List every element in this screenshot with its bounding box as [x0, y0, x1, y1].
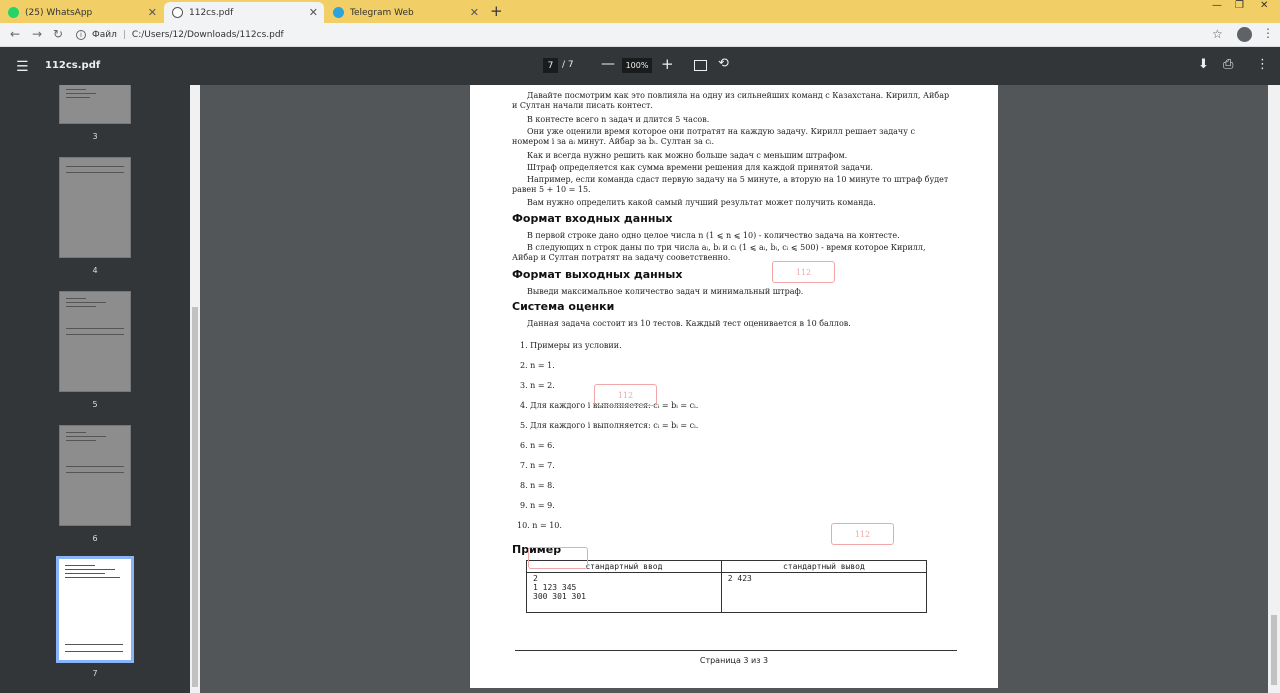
omnibox[interactable]	[76, 25, 1226, 45]
intro-paragraph: Как и всегда нужно решить как можно больше задач с меньшим штрафом.	[527, 151, 848, 160]
page-thumbnail[interactable]	[59, 157, 131, 258]
fit-page-icon[interactable]	[694, 60, 707, 71]
output-format-heading: Формат выходных данных	[512, 268, 683, 281]
example-input-line: 2	[533, 574, 538, 583]
intro-paragraph: Они уже оценили время которое они потратят на каждую задачу. Кирилл решает задачу с номером i за aᵢ минут. Айбар за bᵢ. Султан за cᵢ.	[512, 127, 915, 146]
example-input-line: 300 301 301	[533, 592, 586, 601]
menu-icon[interactable]: ☰	[16, 59, 29, 75]
intro-paragraph: В контесте всего n задач и длится 5 часов.	[527, 115, 710, 124]
print-icon[interactable]: ⎙	[1223, 57, 1234, 72]
separator: |	[122, 30, 126, 40]
globe-icon	[172, 7, 183, 18]
example-output-cell: 2 423	[721, 573, 926, 613]
forward-icon[interactable]: →	[32, 27, 43, 41]
scoring-item: 3. n = 2.	[520, 381, 555, 390]
address-bar	[0, 23, 1280, 47]
telegram-icon	[333, 7, 344, 18]
page-thumbnail[interactable]	[59, 425, 131, 526]
restore-icon[interactable]: ❐	[1235, 0, 1244, 11]
info-icon[interactable]: i	[76, 30, 86, 40]
scoring-item: 8. n = 8.	[520, 481, 555, 490]
scoring-item: 1. Примеры из условии.	[520, 341, 622, 350]
scoring-item: 4. Для каждого i выполняется: cᵢ = bᵢ = cᵢ.	[520, 401, 699, 410]
sidebar-scrollbar[interactable]	[190, 85, 200, 693]
close-icon[interactable]: ✕	[147, 6, 157, 19]
intro-paragraph: Вам нужно определить какой самый лучший результат может получить команда.	[527, 198, 876, 207]
tab-title: (25) WhatsApp	[25, 7, 93, 18]
page-footer: Страница 3 из 3	[699, 656, 769, 665]
thumbnail-label: 3	[92, 132, 98, 141]
watermark-stamp: 112	[772, 261, 835, 283]
reload-icon[interactable]: ↻	[53, 27, 64, 41]
footer-divider	[515, 650, 957, 651]
intro-paragraph: Давайте посмотрим как это повлияла на одну из сильнейших команд с Казахстана. Кирилл, Айбар и Султан начали писать контест.	[512, 91, 950, 110]
input-format-text: В следующих n строк даны по три числа aᵢ, bᵢ и cᵢ (1 ⩽ aᵢ, bᵢ, cᵢ ⩽ 500) - время которое Кирилл, Айбар и Султан потратят на задачу сооветственно.	[512, 243, 926, 262]
zoom-input[interactable]: 100%	[622, 58, 652, 73]
pdf-page	[470, 85, 998, 688]
page-total: / 7	[562, 60, 574, 70]
intro-paragraph: Штраф определяется как сумма времени решения для каждой принятой задачи.	[527, 163, 873, 172]
example-input-line: 1 123 345	[533, 583, 577, 592]
example-heading: Пример	[512, 543, 562, 556]
scoring-text: Данная задача состоит из 10 тестов. Каждый тест оценивается в 10 баллов.	[527, 319, 851, 328]
document-scrollbar[interactable]	[1268, 85, 1280, 693]
rotate-icon[interactable]: ⟲	[718, 56, 729, 71]
input-format-text: В первой строке дано одно целое числа n (1 ⩽ n ⩽ 10) - количество задача на контесте.	[527, 231, 900, 240]
zoom-in-icon[interactable]: +	[661, 55, 674, 73]
example-input-cell	[527, 573, 722, 613]
address-prefix: Файл	[92, 30, 117, 40]
scoring-item: 9. n = 9.	[520, 501, 555, 510]
thumbnail-label: 5	[92, 400, 98, 409]
window-close-icon[interactable]: ✕	[1260, 0, 1269, 11]
thumbnail-label: 7	[92, 669, 98, 678]
tab-bar	[0, 0, 1280, 23]
tab-telegram[interactable]	[325, 2, 485, 23]
page-thumbnail[interactable]	[59, 85, 131, 124]
tab-whatsapp[interactable]	[0, 2, 163, 23]
new-tab-button[interactable]: +	[490, 2, 503, 20]
account-avatar[interactable]	[1237, 27, 1252, 42]
watermark-stamp: 112	[831, 523, 894, 545]
file-name: 112cs.pdf	[45, 60, 101, 71]
download-icon[interactable]: ⬇	[1198, 57, 1209, 72]
scoring-item: 10. n = 10.	[517, 521, 562, 530]
scoring-item: 2. n = 1.	[520, 361, 555, 370]
scoring-item: 5. Для каждого i выполняется: cᵢ = bᵢ = cᵢ.	[520, 421, 699, 430]
browser-menu-icon[interactable]: ⋮	[1262, 26, 1274, 40]
thumbnail-label: 4	[92, 266, 98, 275]
watermark-stamp: 112	[594, 384, 657, 406]
output-format-text: Выведи максимальное количество задач и минимальный штраф.	[527, 287, 804, 296]
thumbnail-sidebar	[0, 85, 190, 693]
close-icon[interactable]: ✕	[308, 6, 318, 19]
whatsapp-icon	[8, 7, 19, 18]
pdf-toolbar	[0, 47, 1280, 85]
intro-paragraph: Например, если команда сдаст первую задачу на 5 минуте, а вторую на 10 минуте то штраф будет равен 5 + 10 = 15.	[512, 175, 949, 194]
more-options-icon[interactable]: ⋮	[1256, 57, 1269, 72]
back-icon[interactable]: ←	[10, 27, 21, 41]
page-number-input[interactable]: 7	[543, 58, 558, 73]
page-thumbnail[interactable]	[59, 291, 131, 392]
scoring-item: 7. n = 7.	[520, 461, 555, 470]
tab-title: Telegram Web	[350, 7, 414, 18]
table-header: стандартный вывод	[721, 561, 926, 573]
address-text[interactable]: C:/Users/12/Downloads/112cs.pdf	[131, 30, 284, 40]
scoring-item: 6. n = 6.	[520, 441, 555, 450]
input-format-heading: Формат входных данных	[512, 212, 673, 225]
tab-pdf[interactable]	[164, 2, 324, 23]
scoring-heading: Система оценки	[512, 300, 615, 313]
minimize-icon[interactable]: —	[1212, 0, 1222, 11]
bookmark-star-icon[interactable]: ☆	[1212, 27, 1223, 41]
tab-title: 112cs.pdf	[189, 7, 234, 18]
zoom-out-icon[interactable]: —	[601, 56, 615, 72]
table-header: стандартный ввод	[527, 561, 722, 573]
page-thumbnail-active[interactable]	[56, 556, 134, 663]
close-icon[interactable]: ✕	[469, 6, 479, 19]
thumbnail-label: 6	[92, 534, 98, 543]
watermark-stamp	[528, 547, 588, 569]
